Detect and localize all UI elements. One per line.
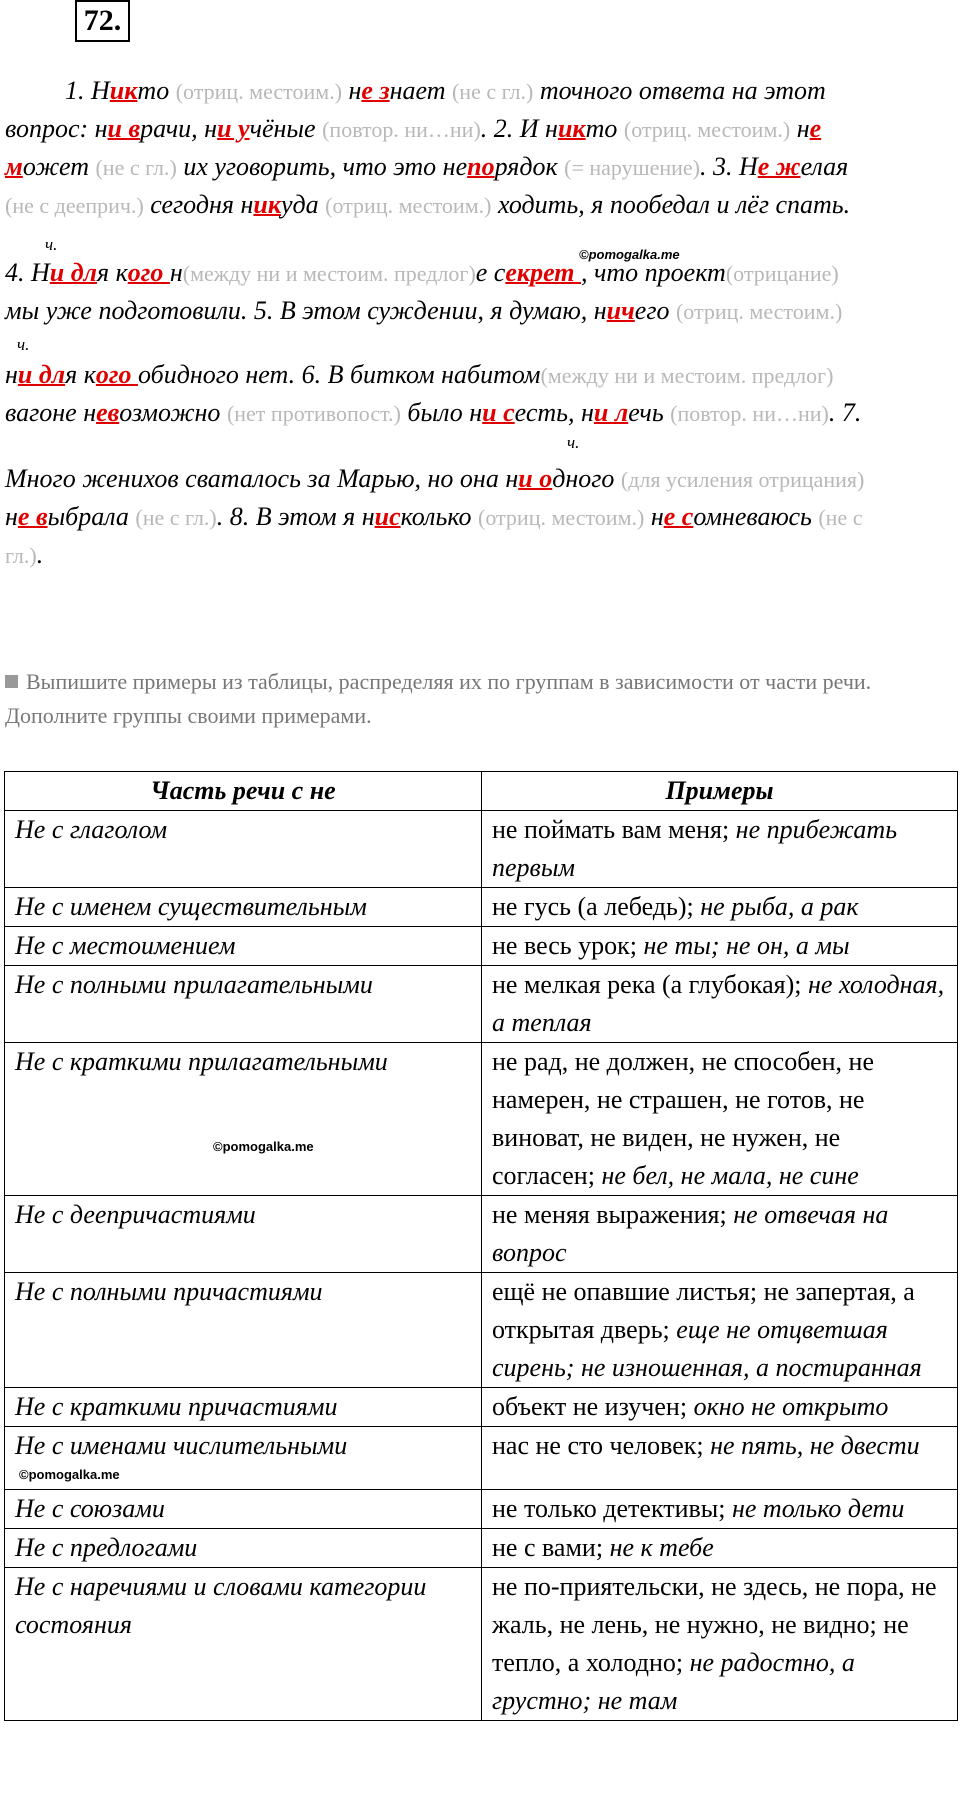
part-of-speech-text: Не с союзами xyxy=(15,1494,165,1523)
highlight: е xyxy=(809,114,822,143)
highlight: и с xyxy=(482,398,515,427)
passage-gap-2 xyxy=(5,330,960,356)
example-text: не весь урок; xyxy=(492,931,644,960)
text: я к xyxy=(65,360,96,389)
example-text: нас не сто человек; xyxy=(492,1431,711,1460)
text: есть, н xyxy=(514,398,594,427)
example-italic-text: не бел, не мала, не сине xyxy=(601,1161,859,1190)
note: (отриц. местоим.) xyxy=(175,79,343,104)
example-italic-text: окно не открыто xyxy=(693,1392,889,1421)
text: . 2. И н xyxy=(480,114,558,143)
examples-cell xyxy=(482,1043,958,1196)
highlight: и л xyxy=(593,398,629,427)
text: 4. Н xyxy=(5,258,50,287)
text: его xyxy=(634,296,676,325)
example-text: не меняя выражения; xyxy=(492,1200,734,1229)
text: мы уже подготовили. 5. В этом суждении, я думаю, н xyxy=(5,296,607,325)
note: (отриц. местоим.) xyxy=(675,299,843,324)
table-row xyxy=(5,1043,958,1196)
part-of-speech-text: Не с предлогами xyxy=(15,1533,198,1562)
text: . 7. xyxy=(828,398,862,427)
text: н xyxy=(644,502,664,531)
highlight: е ж xyxy=(757,152,801,181)
text: их уговорить, что это не xyxy=(176,152,468,181)
task-text: Выпишите примеры из таблицы, распределяя их по группам в зависимости от части речи. Дополните группы своими примерами. xyxy=(5,669,872,728)
example-text: не по-приятельски, не здесь, не пора, не жаль, не лень, не нужно, не видно; не тепло, а холодно; xyxy=(492,1572,937,1677)
highlight: и дл xyxy=(49,258,97,287)
text: вопрос: н xyxy=(5,114,108,143)
part-of-speech-text: Не с именами числительными xyxy=(15,1431,348,1460)
task-instruction xyxy=(5,665,945,733)
highlight: е з xyxy=(361,76,390,105)
part-of-speech-text: Не с деепричастиями xyxy=(15,1200,256,1229)
passage-line-5 xyxy=(5,254,960,292)
note: (отрицание) xyxy=(725,261,839,286)
example-text: не мелкая река (а глубокая); xyxy=(492,970,808,999)
note: (отриц. местоим.) xyxy=(478,505,645,530)
table-row xyxy=(5,1568,958,1721)
passage-line-3 xyxy=(5,148,960,186)
table-header-row xyxy=(5,772,958,811)
text: . 8. В этом я н xyxy=(216,502,375,531)
text: чёные xyxy=(249,114,323,143)
examples-cell xyxy=(482,927,958,966)
part-of-speech-text: Не с краткими прилагательными xyxy=(15,1047,388,1076)
square-bullet-icon xyxy=(5,675,18,688)
note: (не с гл.) xyxy=(451,79,534,104)
passage-line-8 xyxy=(5,394,960,432)
part-of-speech-cell xyxy=(5,927,482,966)
note: (для усиления отрицания) xyxy=(620,467,865,492)
text: дного xyxy=(552,464,621,493)
text: точного ответа на этот xyxy=(533,76,826,105)
part-of-speech-cell xyxy=(5,888,482,927)
examples-cell xyxy=(482,1568,958,1721)
examples-cell xyxy=(482,1196,958,1273)
note: (нет противопост.) xyxy=(226,401,401,426)
exercise-number: 72. xyxy=(75,0,130,42)
example-italic-text: не к тебе xyxy=(609,1533,714,1562)
text: уда xyxy=(281,190,326,219)
part-of-speech-cell xyxy=(5,1427,482,1490)
part-of-speech-cell xyxy=(5,1273,482,1388)
text: рачи, н xyxy=(140,114,218,143)
text: сегодня н xyxy=(143,190,254,219)
note: (не с xyxy=(818,505,863,530)
part-of-speech-cell xyxy=(5,1196,482,1273)
text: то xyxy=(137,76,176,105)
passage-line-2 xyxy=(5,110,960,148)
part-of-speech-cell xyxy=(5,1490,482,1529)
part-of-speech-text: Не с краткими причастиями xyxy=(15,1392,338,1421)
highlight: ис xyxy=(374,502,401,531)
part-of-speech-text: Не с именем существительным xyxy=(15,892,367,921)
text: колько xyxy=(400,502,478,531)
table-row xyxy=(5,1490,958,1529)
text: то xyxy=(585,114,624,143)
passage-line-9 xyxy=(5,460,960,498)
part-of-speech-text: Не с полными прилагательными xyxy=(15,970,373,999)
watermark: ©pomogalka.me xyxy=(579,247,680,262)
examples-cell xyxy=(482,1388,958,1427)
part-of-speech-cell xyxy=(5,1043,482,1196)
text: рядок xyxy=(494,152,565,181)
note: (отриц. местоим.) xyxy=(623,117,791,142)
example-italic-text: не прибежать первым xyxy=(492,815,898,882)
examples-table xyxy=(4,771,958,1721)
note: (не с дееприч.) xyxy=(5,193,144,218)
table-row xyxy=(5,966,958,1043)
part-of-speech-cell xyxy=(5,966,482,1043)
ch-mark: ч. xyxy=(45,235,58,254)
table-header-cell: Примеры xyxy=(482,772,958,811)
highlight: и дл xyxy=(17,360,66,389)
text: н xyxy=(5,502,18,531)
passage-line-1 xyxy=(5,72,960,110)
part-of-speech-text: Не с глаголом xyxy=(15,815,168,844)
passage-line-4 xyxy=(5,186,960,224)
examples-cell xyxy=(482,811,958,888)
examples-cell xyxy=(482,1490,958,1529)
text: обидного нет. 6. В битком набитом xyxy=(137,360,541,389)
highlight: ич xyxy=(606,296,635,325)
highlight: по xyxy=(467,152,495,181)
highlight: ого xyxy=(127,258,170,287)
highlight: ик xyxy=(109,76,138,105)
example-text: не рад, не должен, не способен, не намерен, не страшен, не готов, не виноват, не виден, не нужен, не согласен; xyxy=(492,1047,875,1190)
example-italic-text: не ты; не он, а мы xyxy=(643,931,850,960)
table-row xyxy=(5,1273,958,1388)
highlight: екрет xyxy=(505,258,581,287)
table-row xyxy=(5,1427,958,1490)
example-italic-text: не холодная, а теплая xyxy=(492,970,945,1037)
highlight: и у xyxy=(217,114,250,143)
text: н xyxy=(342,76,362,105)
example-italic-text: не рыба, а рак xyxy=(700,892,859,921)
text: ходить, я пообедал и лёг спать. xyxy=(491,190,851,219)
passage-line-11 xyxy=(5,536,960,574)
note: (= нарушение) xyxy=(564,155,700,180)
note: (отриц. местоим.) xyxy=(325,193,492,218)
part-of-speech-cell xyxy=(5,1388,482,1427)
note: (не с гл.) xyxy=(95,155,177,180)
part-of-speech-cell xyxy=(5,811,482,888)
ch-mark: ч. xyxy=(567,433,580,452)
text: . 3. Н xyxy=(699,152,758,181)
examples-cell xyxy=(482,966,958,1043)
note: (повтор. ни…ни) xyxy=(322,117,481,142)
examples-cell xyxy=(482,1273,958,1388)
text: н xyxy=(169,258,183,287)
part-of-speech-cell xyxy=(5,1529,482,1568)
table-row xyxy=(5,927,958,966)
examples-cell xyxy=(482,1529,958,1568)
table-header-cell: Часть речи с не xyxy=(5,772,482,811)
passage-gap-1 xyxy=(5,224,960,262)
text: омневаюсь xyxy=(693,502,819,531)
example-text: не гусь (а лебедь); xyxy=(492,892,701,921)
text: нает xyxy=(389,76,452,105)
highlight: е в xyxy=(17,502,48,531)
table-row xyxy=(5,1529,958,1568)
text: . xyxy=(36,540,44,569)
text: н xyxy=(790,114,810,143)
ch-mark: ч. xyxy=(17,335,30,354)
passage-line-10 xyxy=(5,498,960,536)
text: ожет xyxy=(22,152,96,181)
passage-line-6 xyxy=(5,292,960,330)
example-text: не с вами; xyxy=(492,1533,610,1562)
note: гл.) xyxy=(5,543,37,568)
table-row xyxy=(5,888,958,927)
text: было н xyxy=(400,398,483,427)
text: е с xyxy=(475,258,506,287)
passage-line-7 xyxy=(5,356,960,394)
watermark: ©pomogalka.me xyxy=(19,1467,120,1482)
note: (повтор. ни…ни) xyxy=(670,401,829,426)
note: (между ни и местоим. предлог) xyxy=(540,363,834,388)
part-of-speech-text: Не с наречиями и словами категории состояния xyxy=(15,1572,427,1639)
text: вагоне н xyxy=(5,398,97,427)
part-of-speech-text: Не с местоимением xyxy=(15,931,236,960)
example-text: объект не изучен; xyxy=(492,1392,694,1421)
highlight: м xyxy=(5,152,23,181)
table-row xyxy=(5,1196,958,1273)
example-text: не только детективы; xyxy=(492,1494,732,1523)
examples-cell xyxy=(482,888,958,927)
text: елая xyxy=(800,152,849,181)
highlight: ик xyxy=(557,114,586,143)
text: ечь xyxy=(628,398,671,427)
highlight: и о xyxy=(518,464,553,493)
watermark: ©pomogalka.me xyxy=(213,1139,314,1154)
part-of-speech-cell xyxy=(5,1568,482,1721)
table-row xyxy=(5,811,958,888)
text: н xyxy=(5,360,18,389)
text: Много женихов сваталось за Марью, но она н xyxy=(5,464,519,493)
passage-gap-3 xyxy=(5,432,960,460)
table-row xyxy=(5,1388,958,1427)
example-italic-text: не отвечая на вопрос xyxy=(492,1200,889,1267)
example-italic-text: не радостно, а грустно; не там xyxy=(492,1648,855,1715)
highlight: е с xyxy=(663,502,694,531)
highlight: ого xyxy=(95,360,138,389)
highlight: ев xyxy=(96,398,120,427)
example-italic-text: еще не отцветшая сирень; не изношенная, а постиранная xyxy=(492,1315,922,1382)
examples-cell xyxy=(482,1427,958,1490)
note: (не с гл.) xyxy=(135,505,217,530)
text: , что проект xyxy=(581,258,726,287)
text: ыбрала xyxy=(47,502,136,531)
note: (между ни и местоим. предлог) xyxy=(182,261,476,286)
text: 1. Н xyxy=(65,76,110,105)
exercise-passage xyxy=(5,72,960,574)
part-of-speech-text: Не с полными причастиями xyxy=(15,1277,323,1306)
example-text: не поймать вам меня; xyxy=(492,815,736,844)
example-italic-text: не пять, не двести xyxy=(710,1431,920,1460)
example-italic-text: не только дети xyxy=(731,1494,905,1523)
highlight: и в xyxy=(107,114,141,143)
example-text: ещё не опавшие листья; не запертая, а открытая дверь; xyxy=(492,1277,915,1344)
text: озможно xyxy=(119,398,227,427)
highlight: ик xyxy=(253,190,282,219)
text: я к xyxy=(96,258,128,287)
